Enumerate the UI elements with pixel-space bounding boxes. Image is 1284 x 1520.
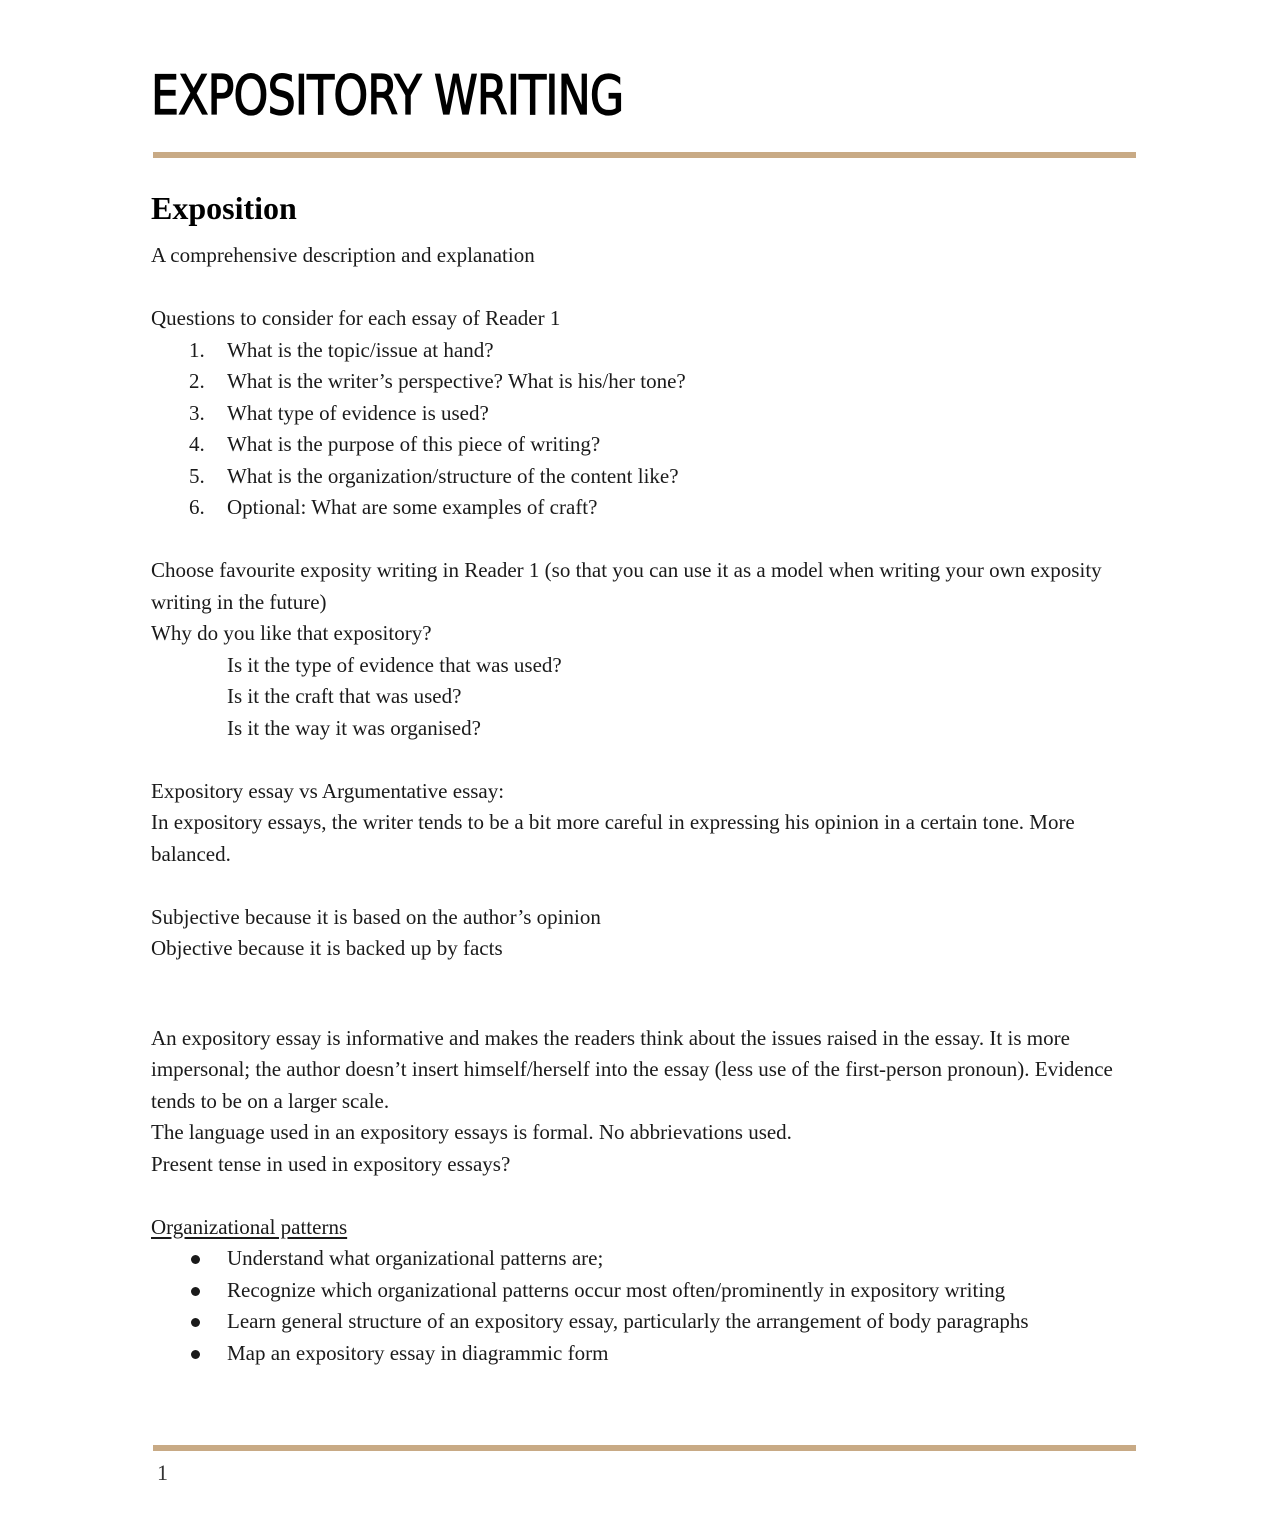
question-item [151,335,1136,367]
list-number: 6. [189,495,205,519]
list-number: 3. [189,400,205,425]
definition-text: A comprehensive description and explanation [151,243,535,267]
question-item [151,398,1136,430]
question-item [151,492,1136,524]
question-text: Optional: What are some examples of craft? [227,495,598,519]
choose-paragraph: Choose favourite exposity writing in Reader 1 (so that you can use it as a model when writing your own exposity writing in the future) [151,558,1102,614]
list-number: 2. [189,369,205,393]
bullet-icon [191,1255,200,1264]
document-title: EXPOSITORY WRITING [151,64,624,127]
questions-list [151,335,1136,524]
questions-intro: Questions to consider for each essay of Reader 1 [151,306,561,330]
bullet-icon [191,1318,200,1327]
patterns-list [151,1243,1136,1369]
question-text: What is the writer’s perspective? What is his/her tone? [227,369,686,393]
bullet-icon [191,1287,200,1296]
question-text: What is the organization/structure of the content like? [227,463,679,488]
why-subquestion: Is it the type of evidence that was used? [227,652,562,677]
pattern-item [151,1243,1136,1275]
question-item [151,366,1136,398]
informative-paragraph: An expository essay is informative and makes the readers think about the issues raised in the essay. It is more impersonal; the author doesn’t insert himself/herself into the essay (less use of the first-person pronoun). Evidence tends to be on a larger scale. [151,1025,1113,1113]
list-number: 5. [189,463,205,488]
objective-line: Objective because it is backed up by facts [151,936,503,960]
page-number: 1 [157,1460,168,1485]
why-subquestion: Is it the way it was organised? [227,715,481,740]
question-text: What is the topic/issue at hand? [227,337,494,362]
pattern-text: Learn general structure of an expository essay, particularly the arrangement of body paragraphs [227,1309,1029,1333]
list-number: 1. [189,337,205,362]
document-body [151,186,1136,1369]
why-subquestion: Is it the craft that was used? [227,684,462,708]
subjective-line: Subjective because it is based on the author’s opinion [151,904,601,929]
pattern-item [151,1275,1136,1307]
comparison-heading: Expository essay vs Argumentative essay: [151,778,505,803]
section-heading: Exposition [151,190,297,226]
question-item [151,429,1136,461]
bullet-icon [191,1350,200,1359]
footer-rule [153,1445,1136,1451]
language-line: The language used in an expository essays is formal. No abbrievations used. [151,1120,792,1144]
pattern-text: Understand what organizational patterns are; [227,1246,604,1270]
pattern-item [151,1306,1136,1338]
question-text: What is the purpose of this piece of writing? [227,432,601,456]
list-number: 4. [189,432,205,456]
pattern-text: Recognize which organizational patterns occur most often/prominently in expository writing [227,1277,1006,1302]
question-text: What type of evidence is used? [227,400,489,425]
tense-line: Present tense in used in expository essays? [151,1151,511,1176]
pattern-item [151,1338,1136,1370]
why-question: Why do you like that expository? [151,621,432,645]
question-item [151,461,1136,493]
comparison-text: In expository essays, the writer tends to be a bit more careful in expressing his opinion in a certain tone. More balanced. [151,810,1075,866]
header-rule [153,152,1136,158]
pattern-text: Map an expository essay in diagrammic form [227,1340,609,1365]
patterns-heading: Organizational patterns [151,1214,348,1239]
